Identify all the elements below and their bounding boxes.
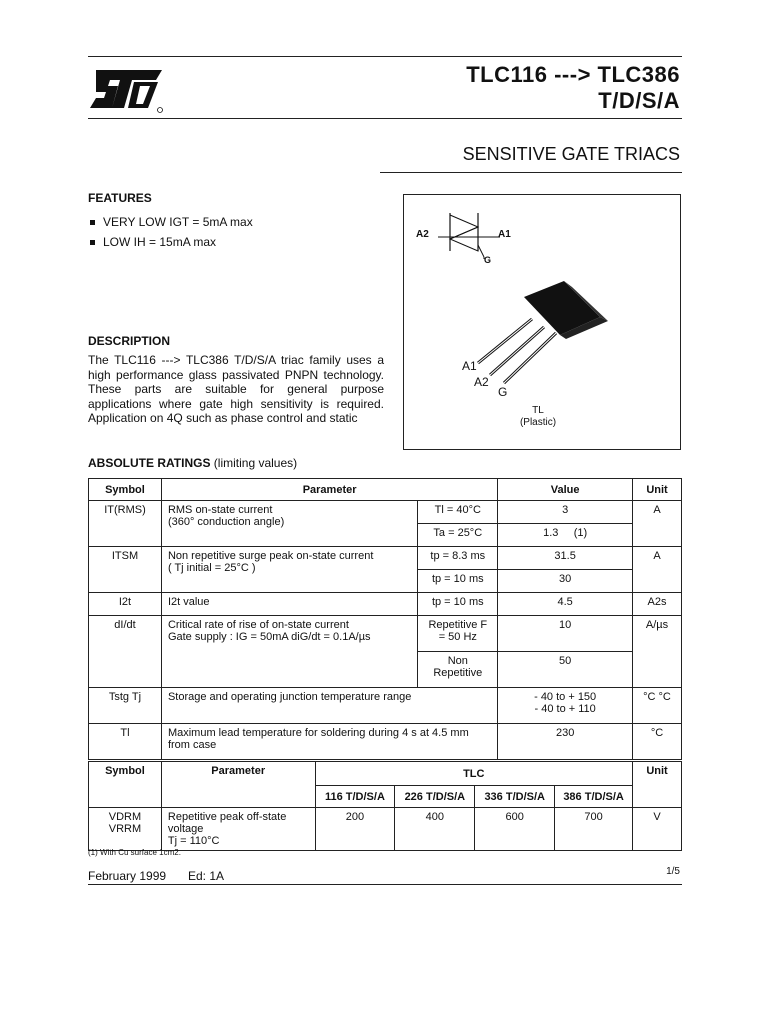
- tlc-subheader: 386 T/D/S/A: [555, 786, 633, 808]
- table-cell: - 40 to + 150 - 40 to + 110: [498, 688, 633, 724]
- table-cell: Non repetitive surge peak on-state current ( Tj initial = 25°C ): [161, 547, 417, 593]
- table-cell: VDRM VRRM: [89, 808, 162, 851]
- table-cell: 31.5: [498, 547, 633, 570]
- top-rule: [88, 56, 682, 57]
- table-cell: I2t: [89, 593, 162, 616]
- table-cell: 600: [475, 808, 555, 851]
- table-cell: Tl: [89, 724, 162, 760]
- table-cell: ITSM: [89, 547, 162, 593]
- features-heading: FEATURES: [88, 191, 152, 205]
- package-figure: [403, 194, 681, 450]
- ratings-heading: ABSOLUTE RATINGS: [88, 456, 211, 470]
- table-cell: RMS on-state current (360° conduction angle): [161, 501, 417, 547]
- ratings-heading-wrap: [88, 456, 297, 470]
- table-cell: A2s: [633, 593, 682, 616]
- col-header-unit: Unit: [633, 479, 682, 501]
- table-cell: °C °C: [633, 688, 682, 724]
- table-cell: tp = 10 ms: [418, 570, 498, 593]
- st-logo-icon: [88, 68, 168, 114]
- package-type: (Plastic): [519, 417, 557, 428]
- page-number: 1/5: [666, 866, 680, 877]
- features-list: [90, 212, 253, 252]
- absolute-ratings-table: [88, 478, 682, 760]
- tlc-col-unit: Unit: [633, 762, 682, 808]
- feature-item: VERY LOW IGT = 5mA max: [90, 212, 253, 232]
- table-cell: V: [633, 808, 682, 851]
- footer-date: February 1999: [88, 869, 167, 883]
- description-text: The TLC116 ---> TLC386 T/D/S/A triac family uses a high performance glass passivated PNPN technology. These parts are suitable for general purpose applications where gate high sensitivity is required. Application on 4Q such as phase control and static: [88, 353, 384, 425]
- package-name: TL: [532, 405, 544, 416]
- table-cell: °C: [633, 724, 682, 760]
- table-cell: dI/dt: [89, 616, 162, 688]
- table-cell: Repetitive peak off-state voltage Tj = 110°C: [161, 808, 315, 851]
- table-cell: Maximum lead temperature for soldering during 4 s at 4.5 mm from case: [161, 724, 497, 760]
- table-cell: tp = 10 ms: [418, 593, 498, 616]
- footnote: (1) With Cu surface 1cm2.: [88, 848, 181, 857]
- tlc-voltage-table: [88, 761, 682, 851]
- tlc-subheader: 226 T/D/S/A: [395, 786, 475, 808]
- footer-rule: [88, 884, 682, 885]
- table-cell: IT(RMS): [89, 501, 162, 547]
- table-cell: Non Repetitive: [418, 652, 498, 688]
- col-header-symbol: Symbol: [89, 479, 162, 501]
- symbol-label-a2: A2: [416, 229, 429, 240]
- page-subtitle: SENSITIVE GATE TRIACS: [462, 144, 680, 164]
- subtitle-rule: [380, 172, 682, 173]
- feature-item: LOW IH = 15mA max: [90, 232, 253, 252]
- table-cell: 200: [315, 808, 395, 851]
- footer-edition: Ed: 1A: [188, 869, 225, 883]
- table-cell: 4.5: [498, 593, 633, 616]
- tlc-subheader: 336 T/D/S/A: [475, 786, 555, 808]
- table-cell: Repetitive F = 50 Hz: [418, 616, 498, 652]
- description-heading: DESCRIPTION: [88, 334, 171, 348]
- table-cell: 400: [395, 808, 475, 851]
- table-cell: 230: [498, 724, 633, 760]
- table-cell: 3: [498, 501, 633, 524]
- col-header-parameter: Parameter: [161, 479, 497, 501]
- table-cell: Storage and operating junction temperature range: [161, 688, 497, 724]
- symbol-label-a1: A1: [498, 229, 511, 240]
- table-cell: tp = 8.3 ms: [418, 547, 498, 570]
- title-rule: [88, 118, 682, 119]
- tlc-col-symbol: Symbol: [89, 762, 162, 808]
- page-title-line1: TLC116 ---> TLC386: [466, 62, 680, 87]
- table-cell: A: [633, 547, 682, 593]
- ratings-heading-note: (limiting values): [213, 456, 298, 470]
- table-cell: 30: [498, 570, 633, 593]
- table-cell: 700: [555, 808, 633, 851]
- page-title-line2: T/D/S/A: [598, 88, 680, 113]
- pin-label-g: G: [498, 385, 508, 399]
- table-cell: 10: [498, 616, 633, 652]
- symbol-label-g: G: [484, 255, 492, 265]
- tlc-subheader: 116 T/D/S/A: [315, 786, 395, 808]
- tlc-col-parameter: Parameter: [161, 762, 315, 808]
- tlc-col-tlc: TLC: [315, 762, 633, 786]
- table-cell: 1.3 (1): [498, 524, 633, 547]
- pin-label-a2: A2: [474, 375, 489, 389]
- pin-label-a1: A1: [462, 359, 477, 373]
- table-cell: A: [633, 501, 682, 547]
- table-cell: I2t value: [161, 593, 417, 616]
- table-cell: A/µs: [633, 616, 682, 688]
- col-header-value: Value: [498, 479, 633, 501]
- table-cell: 50: [498, 652, 633, 688]
- table-cell: Tstg Tj: [89, 688, 162, 724]
- table-cell: Tl = 40°C: [418, 501, 498, 524]
- table-cell: Ta = 25°C: [418, 524, 498, 547]
- table-cell: Critical rate of rise of on-state current Gate supply : IG = 50mA diG/dt = 0.1A/µs: [161, 616, 417, 688]
